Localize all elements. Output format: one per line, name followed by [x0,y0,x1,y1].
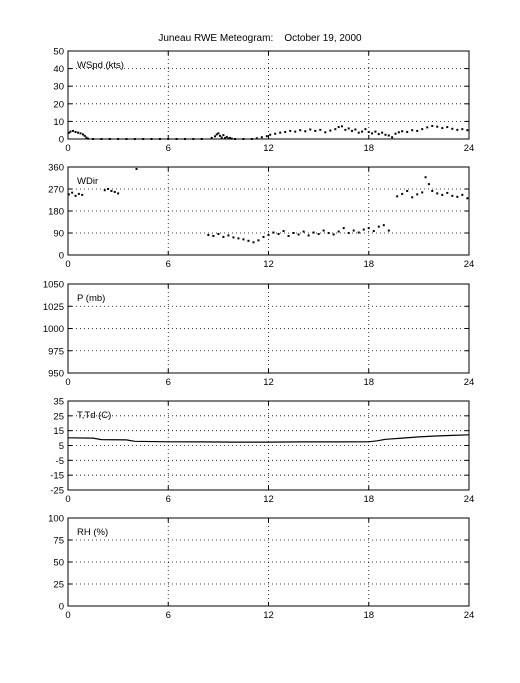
data-point [114,191,116,193]
panel-label: RH (%) [77,527,109,538]
data-point [343,227,345,229]
data-point [378,133,380,135]
x-tick-label: 12 [263,259,274,270]
y-tick-label: 50 [53,46,64,58]
y-tick-label: 1000 [42,324,64,335]
data-point [358,132,360,134]
data-point [214,135,216,137]
data-point [261,136,263,138]
data-point [117,138,119,140]
data-point [266,135,268,137]
data-point [401,130,403,132]
x-tick-label: 12 [263,610,274,621]
x-tick-label: 6 [165,377,171,388]
data-point [314,130,316,132]
data-point [406,131,408,133]
data-point [338,126,340,128]
data-point [75,131,77,133]
data-point [151,138,153,140]
data-point [421,191,423,193]
data-point [431,190,433,192]
x-tick-label: 12 [263,494,274,505]
data-point [80,132,82,134]
y-tick-label: 20 [53,99,64,111]
x-tick-label: 24 [463,143,475,154]
data-point [406,190,408,192]
data-point [309,128,311,130]
data-point [142,138,144,140]
data-point [363,229,365,231]
y-tick-label: -25 [50,485,64,497]
data-point [70,131,72,133]
data-point [341,125,343,127]
x-tick-label: 0 [65,494,71,505]
data-point [436,126,438,128]
x-tick-label: 24 [463,377,475,388]
data-point [100,138,102,140]
data-point [117,192,119,194]
data-point [242,238,244,240]
data-point [466,129,468,131]
data-point [134,138,136,140]
y-tick-label: 75 [53,535,64,547]
x-tick-label: 0 [65,259,71,270]
data-point [304,130,306,132]
data-point [411,196,413,198]
data-point [368,131,370,133]
data-point [219,135,221,137]
figure-title: Juneau RWE Meteogram: October 19, 2000 [158,33,362,44]
y-tick-label: 100 [48,513,64,525]
data-point [234,138,236,140]
data-point [109,138,111,140]
y-tick-label: 15 [53,426,64,438]
data-point [231,138,233,140]
y-tick-label: 90 [53,228,64,240]
data-point [383,224,385,226]
data-point [456,129,458,131]
data-point [441,127,443,129]
y-tick-label: 0 [58,601,64,613]
data-point [426,126,428,128]
data-point [273,232,275,234]
data-point [75,195,77,197]
data-point [338,231,340,233]
y-tick-label: 180 [48,206,64,218]
data-point [416,130,418,132]
data-point [212,235,214,237]
x-tick-label: 6 [165,610,171,621]
data-point [451,128,453,130]
y-tick-label: 1050 [42,279,64,291]
data-point [81,194,83,196]
data-point [371,132,373,134]
data-point [421,128,423,130]
data-point [92,138,94,140]
x-tick-label: 18 [363,494,375,505]
data-point [107,188,109,190]
data-point [251,138,253,140]
data-point [451,195,453,197]
data-point [68,193,70,195]
data-point [289,130,291,132]
data-point [184,138,186,140]
data-point [268,234,270,236]
data-point [237,237,239,239]
x-tick-label: 12 [263,377,274,388]
data-point [247,240,249,242]
data-point [192,138,194,140]
data-point [425,176,427,178]
x-tick-label: 18 [363,377,375,388]
data-point [256,137,258,139]
data-point [466,197,468,199]
data-point [373,230,375,232]
data-point [358,232,360,234]
data-point [159,138,161,140]
data-point [284,131,286,133]
y-tick-label: -15 [50,470,64,482]
data-point [378,226,380,228]
data-point [401,193,403,195]
panel-label: WDir [77,176,99,187]
data-point [411,129,413,131]
x-tick-label: 24 [463,494,475,505]
y-tick-label: 360 [48,162,64,174]
data-point [354,128,356,130]
data-point [279,132,281,134]
data-point [348,127,350,129]
x-tick-label: 6 [165,143,171,154]
y-tick-label: 25 [53,579,64,591]
data-point [364,128,366,130]
y-tick-label: 1025 [42,301,64,313]
data-point [283,230,285,232]
data-point [201,138,203,140]
data-point [388,230,390,232]
panel-label: T,Td (C) [77,410,112,421]
panel-label: P (mb) [77,293,106,304]
data-point [353,230,355,232]
y-tick-label: 40 [53,64,64,76]
data-point [391,136,393,138]
data-point [221,137,223,139]
data-point [461,128,463,130]
data-point [278,233,280,235]
data-point [207,234,209,236]
y-tick-label: 30 [53,81,64,93]
data-point [398,131,400,133]
x-tick-label: 18 [363,610,375,621]
data-point [78,193,80,195]
data-point [333,233,335,235]
data-point [324,131,326,133]
data-point [436,192,438,194]
data-point [428,183,430,185]
data-point [396,195,398,197]
x-tick-label: 0 [65,143,71,154]
data-point [71,192,73,194]
data-point [361,131,363,133]
data-point [87,138,89,140]
y-tick-label: 975 [48,346,64,358]
data-point [217,233,219,235]
data-point [374,131,376,133]
data-point [351,130,353,132]
x-tick-label: 0 [65,377,71,388]
x-tick-label: 18 [363,259,375,270]
data-point [274,133,276,135]
data-point [222,236,224,238]
data-point [368,227,370,229]
data-point [446,126,448,128]
y-tick-label: 25 [53,411,64,423]
data-point [384,134,386,136]
data-point [334,128,336,130]
data-point [446,192,448,194]
y-tick-label: 0 [58,134,64,146]
data-point [227,234,229,236]
y-tick-label: 270 [48,184,64,196]
data-point [299,129,301,131]
y-tick-label: 5 [58,441,64,452]
x-tick-label: 18 [363,143,375,154]
data-point [72,130,74,132]
x-tick-label: 24 [463,259,475,270]
data-point [176,138,178,140]
data-point [461,194,463,196]
data-point [167,138,169,140]
data-point [328,232,330,234]
data-point [344,129,346,131]
data-point [293,232,295,234]
data-point [381,132,383,134]
x-tick-label: 0 [65,610,71,621]
y-tick-label: 50 [53,557,64,569]
data-point [431,125,433,127]
data-point [77,132,79,134]
data-point [84,135,86,137]
data-point [308,234,310,236]
data-point [348,232,350,234]
y-tick-label: 0 [58,250,64,262]
data-point [288,235,290,237]
data-point [388,134,390,136]
y-tick-label: 950 [48,368,64,380]
data-point [222,134,224,136]
data-point [262,236,264,238]
x-tick-label: 24 [463,610,475,621]
data-point [104,189,106,191]
panel-label: WSpd (kts) [77,60,124,71]
data-point [323,230,325,232]
data-point [242,138,244,140]
data-point [298,233,300,235]
data-point [456,196,458,198]
data-point [416,193,418,195]
data-point [394,133,396,135]
data-point [329,130,331,132]
y-tick-label: -5 [55,455,64,467]
data-point [319,129,321,131]
data-point [318,233,320,235]
data-point [136,168,138,170]
data-point [441,194,443,196]
y-tick-label: 35 [53,396,64,408]
data-point [257,239,259,241]
x-tick-label: 12 [263,143,274,154]
data-point [313,232,315,234]
data-point [294,131,296,133]
data-point [269,134,271,136]
data-point [110,190,112,192]
y-tick-label: 10 [53,116,64,128]
data-point [125,138,127,140]
data-point [217,132,219,134]
x-tick-label: 6 [165,259,171,270]
data-point [232,236,234,238]
data-point [303,231,305,233]
data-point [211,137,213,139]
data-point [252,241,254,243]
x-tick-label: 6 [165,494,171,505]
